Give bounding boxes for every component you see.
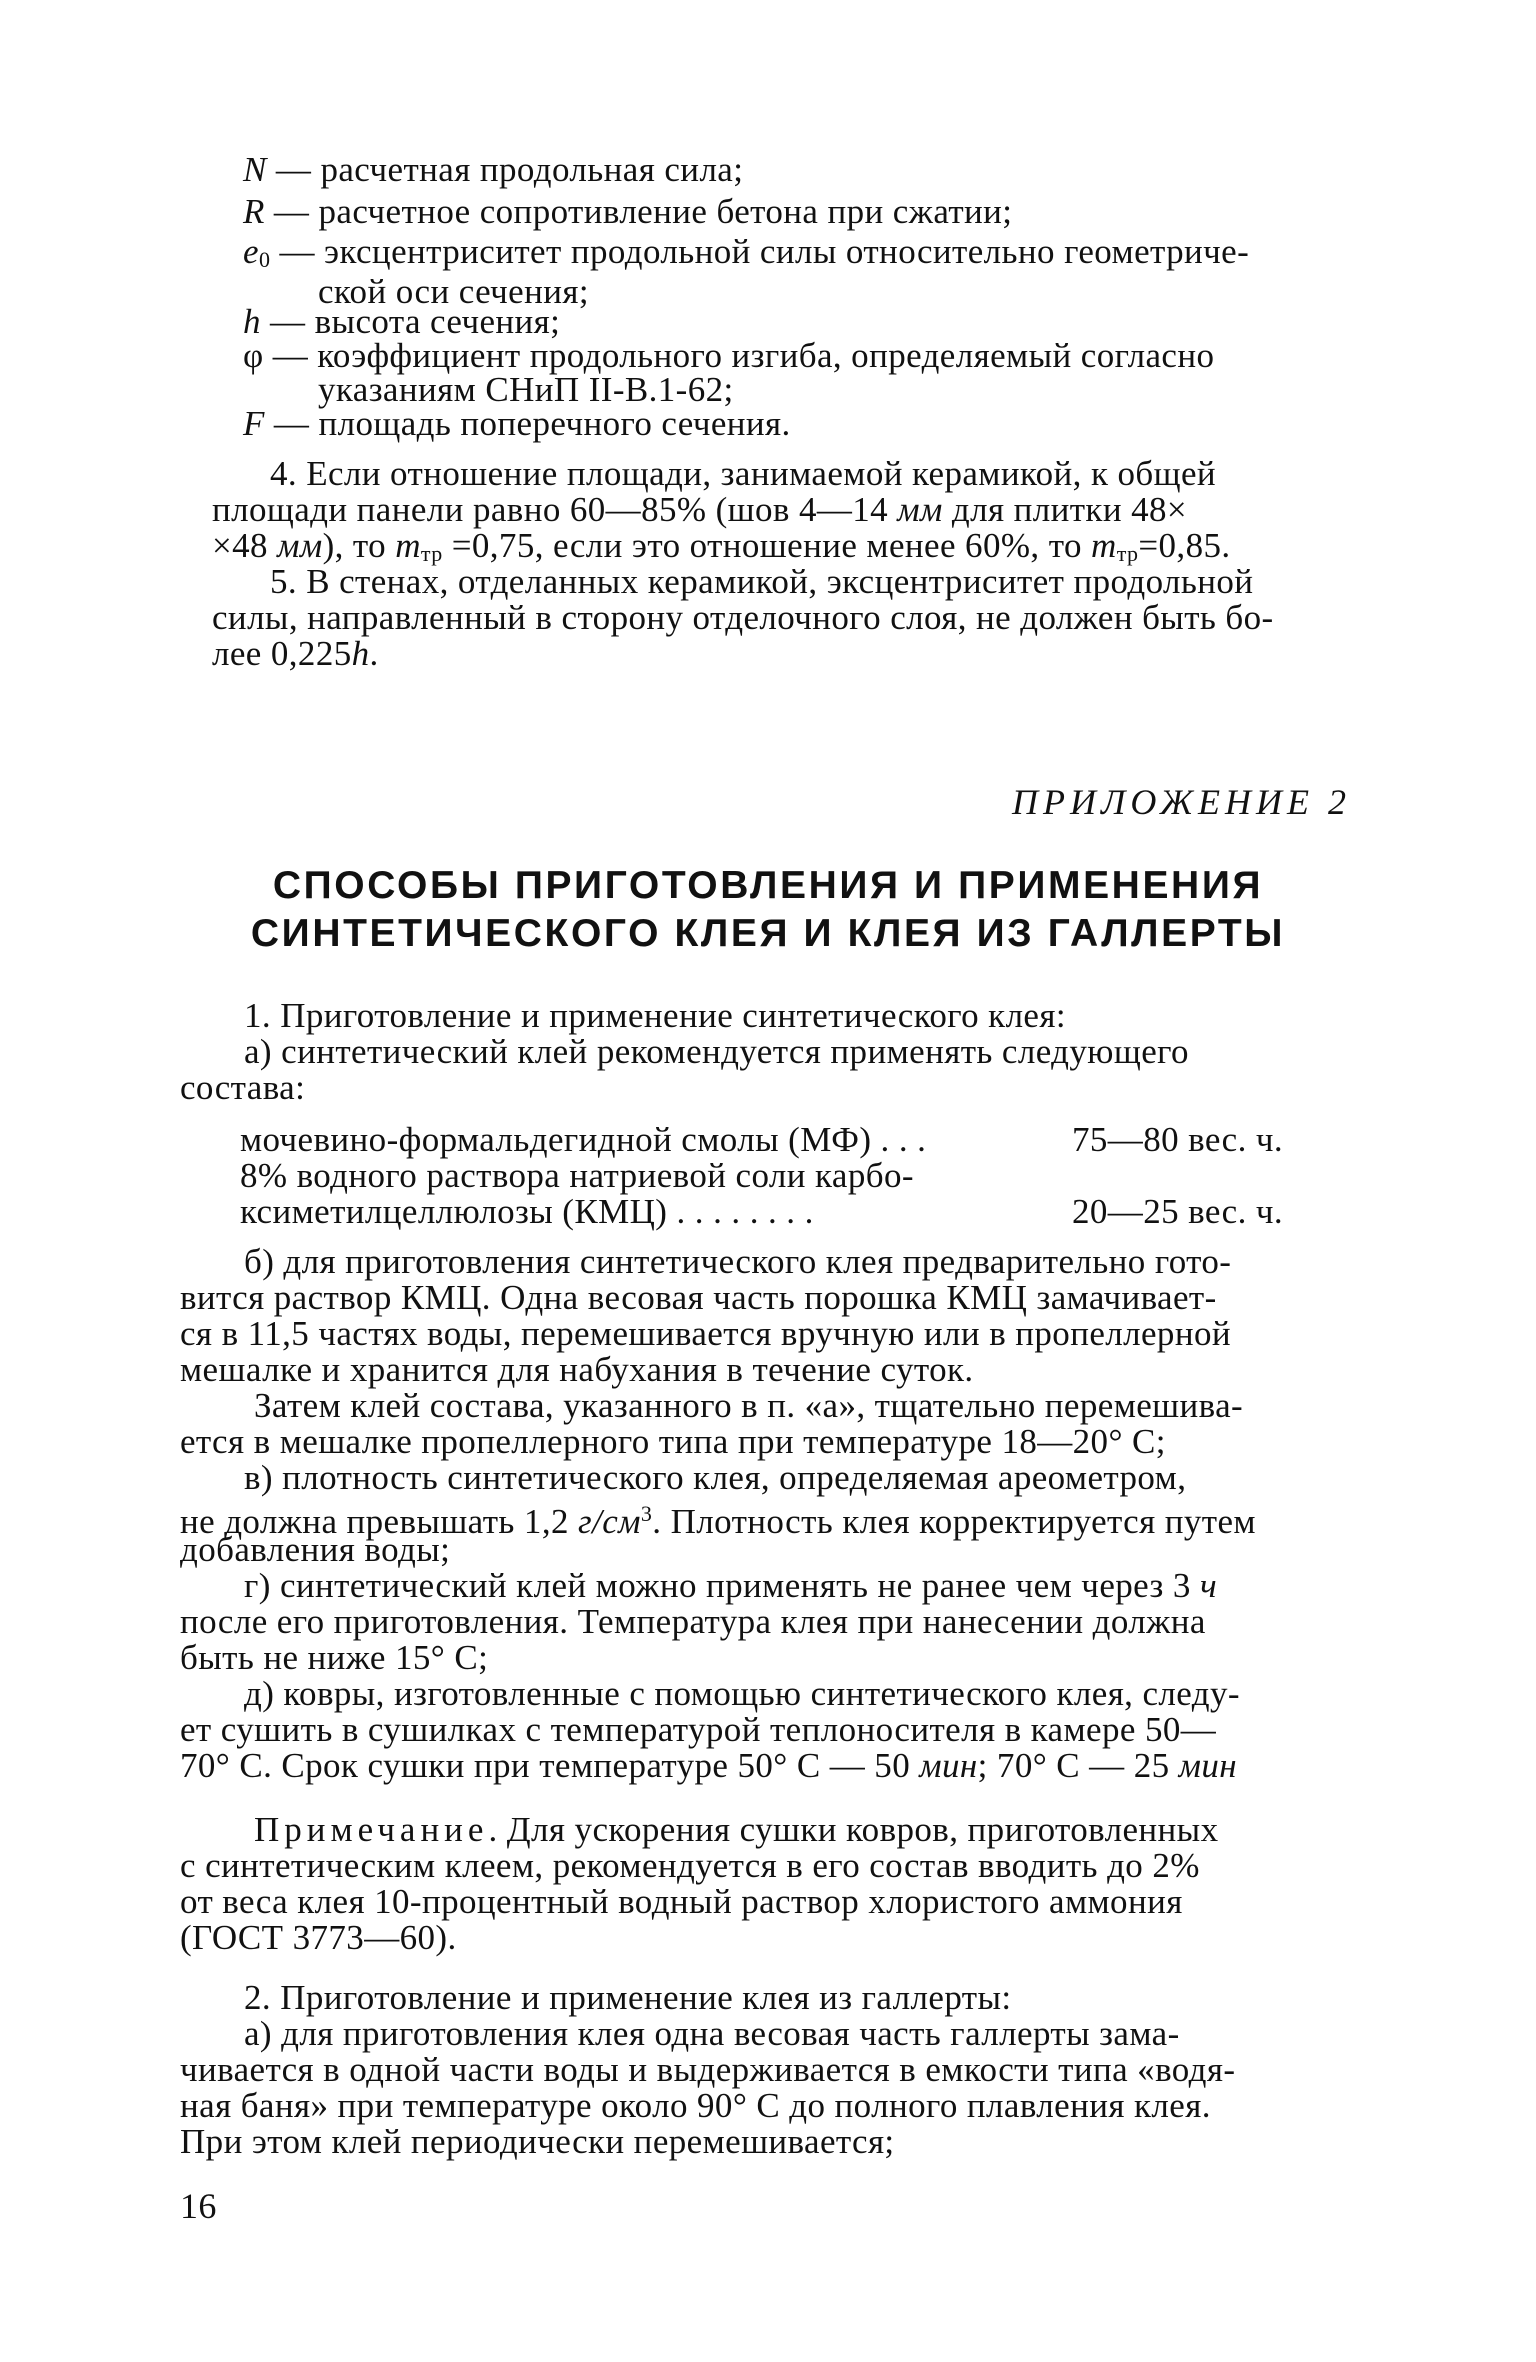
- section-2-item-a-line: При этом клей периодически перемешивается;: [180, 2122, 895, 2161]
- section-heading-line-1: СПОСОБЫ ПРИГОТОВЛЕНИЯ И ПРИМЕНЕНИЯ: [272, 864, 1264, 907]
- text: не должна превышать 1,2: [180, 1502, 579, 1541]
- unit: мин: [919, 1746, 978, 1785]
- item-d-line-2: ет сушить в сушилках с температурой теплоносителя в камере 50—: [180, 1710, 1217, 1749]
- definition-text: — эксцентриситет продольной силы относительно геометриче-: [270, 232, 1250, 271]
- section-2-item-a-line: ная баня» при температуре около 90° С до полного плавления клея.: [180, 2086, 1211, 2125]
- definition-n: [243, 148, 743, 192]
- item-b-line: ся в 11,5 частях воды, перемешивается вручную или в пропеллерной: [180, 1314, 1231, 1353]
- text: .: [369, 634, 379, 673]
- text: площади панели равно 60—85% (шов 4—14: [212, 490, 898, 529]
- symbol: h: [351, 634, 370, 673]
- item-b-line: вится раствор КМЦ. Одна весовая часть порошка КМЦ замачивает-: [180, 1278, 1217, 1317]
- paragraph-5-line-3: [212, 632, 379, 676]
- item-v-line-1: в) плотность синтетического клея, определяемая ареометром,: [244, 1458, 1187, 1497]
- recipe-amount-2: 20—25 вес. ч.: [1072, 1192, 1284, 1231]
- superscript: 3: [640, 1501, 653, 1526]
- paragraph-5-line-2: силы, направленный в сторону отделочного слоя, не должен быть бо-: [212, 598, 1274, 637]
- text: г) синтетический клей можно применять не ранее чем через 3: [244, 1566, 1200, 1605]
- note-label: Примечание: [254, 1810, 489, 1849]
- symbol: F: [243, 404, 265, 443]
- item-g-line-2: после его приготовления. Температура клея при нанесении должна: [180, 1602, 1206, 1641]
- text: ), то: [322, 526, 396, 565]
- unit: мм: [277, 526, 323, 565]
- note-line-4: (ГОСТ 3773—60).: [180, 1918, 457, 1957]
- section-1-title: 1. Приготовление и применение синтетического клея:: [244, 996, 1066, 1035]
- recipe-component-2-line-1: 8% водного раствора натриевой соли карбо-: [240, 1156, 914, 1195]
- text: 70° С. Срок сушки при температуре 50° С — 50: [180, 1746, 920, 1785]
- unit: г/см: [578, 1502, 641, 1541]
- recipe-amount-1: 75—80 вес. ч.: [1072, 1120, 1284, 1159]
- text: ; 70° С — 25: [977, 1746, 1179, 1785]
- text: ×48: [212, 526, 278, 565]
- symbol: e: [243, 232, 259, 271]
- item-d-line-1: д) ковры, изготовленные с помощью синтетического клея, следу-: [244, 1674, 1240, 1713]
- paragraph-5-line-1: 5. В стенах, отделанных керамикой, эксцентриситет продольной: [270, 562, 1254, 601]
- item-b-line: б) для приготовления синтетического клея предварительно гото-: [244, 1242, 1232, 1281]
- unit: ч: [1199, 1566, 1218, 1605]
- paragraph-4-line-1: 4. Если отношение площади, занимаемой керамикой, к общей: [270, 454, 1217, 493]
- text: лее 0,225: [212, 634, 352, 673]
- definition-continuation: указаниям СНиП II-В.1-62;: [318, 370, 734, 409]
- item-b-line: мешалке и хранится для набухания в течение суток.: [180, 1350, 974, 1389]
- item-g-line-3: быть не ниже 15° С;: [180, 1638, 489, 1677]
- recipe-component-2-line-2: ксиметилцеллюлозы (КМЦ) . . . . . . . .: [240, 1192, 814, 1231]
- item-b-continuation-line: ется в мешалке пропеллерного типа при температуре 18—20° С;: [180, 1422, 1166, 1461]
- symbol: R: [243, 192, 265, 231]
- symbol-subscript: тр: [1116, 541, 1139, 566]
- definition-continuation: ской оси сечения;: [318, 272, 589, 311]
- symbol: h: [243, 302, 261, 341]
- text: . Для ускорения сушки ковров, приготовленных: [488, 1810, 1219, 1849]
- definition-text: — площадь поперечного сечения.: [264, 404, 791, 443]
- item-a-line-1: а) синтетический клей рекомендуется применять следующего: [244, 1032, 1189, 1071]
- text: =0,85.: [1138, 526, 1231, 565]
- item-d-line-3: [180, 1744, 1237, 1788]
- unit: мм: [897, 490, 943, 529]
- symbol-subscript: 0: [258, 247, 271, 272]
- definition-text: — расчетная продольная сила;: [266, 150, 744, 189]
- item-v-line-3: добавления воды;: [180, 1530, 451, 1569]
- appendix-label: ПРИЛОЖЕНИЕ 2: [1012, 782, 1351, 822]
- definition-f: [243, 402, 791, 446]
- section-heading-line-2: СИНТЕТИЧЕСКОГО КЛЕЯ И КЛЕЯ ИЗ ГАЛЛЕРТЫ: [250, 912, 1286, 955]
- text: для плитки 48×: [942, 490, 1188, 529]
- symbol: φ: [243, 336, 264, 375]
- note-line-3: от веса клея 10-процентный водный раствор хлористого аммония: [180, 1882, 1183, 1921]
- item-b-continuation-line: Затем клей состава, указанного в п. «а», тщательно перемешива-: [254, 1386, 1244, 1425]
- definition-r: [243, 190, 1012, 234]
- unit: мин: [1178, 1746, 1238, 1785]
- section-2-item-a-line: чивается в одной части воды и выдерживается в емкости типа «водя-: [180, 2050, 1236, 2089]
- text: =0,75, если это отношение менее 60%, то: [442, 526, 1091, 565]
- symbol-subscript: тр: [420, 541, 443, 566]
- definition-text: — расчетное сопротивление бетона при сжатии;: [264, 192, 1013, 231]
- definition-text: — высота сечения;: [260, 302, 561, 341]
- page-number: 16: [180, 2186, 217, 2226]
- definition-text: — коэффициент продольного изгиба, определяемый согласно: [263, 336, 1215, 375]
- item-a-line-2: состава:: [180, 1068, 306, 1107]
- text: . Плотность клея корректируется путем: [652, 1502, 1256, 1541]
- symbol: m: [395, 526, 421, 565]
- recipe-component-1: мочевино-формальдегидной смолы (МФ) . . .: [240, 1120, 927, 1159]
- section-2-item-a-line: а) для приготовления клея одна весовая часть галлерты зама-: [244, 2014, 1180, 2053]
- symbol: m: [1091, 526, 1117, 565]
- section-2-title: 2. Приготовление и применение клея из галлерты:: [244, 1978, 1012, 2017]
- note-line-2: с синтетическим клеем, рекомендуется в его состав вводить до 2%: [180, 1846, 1200, 1885]
- symbol: N: [243, 150, 267, 189]
